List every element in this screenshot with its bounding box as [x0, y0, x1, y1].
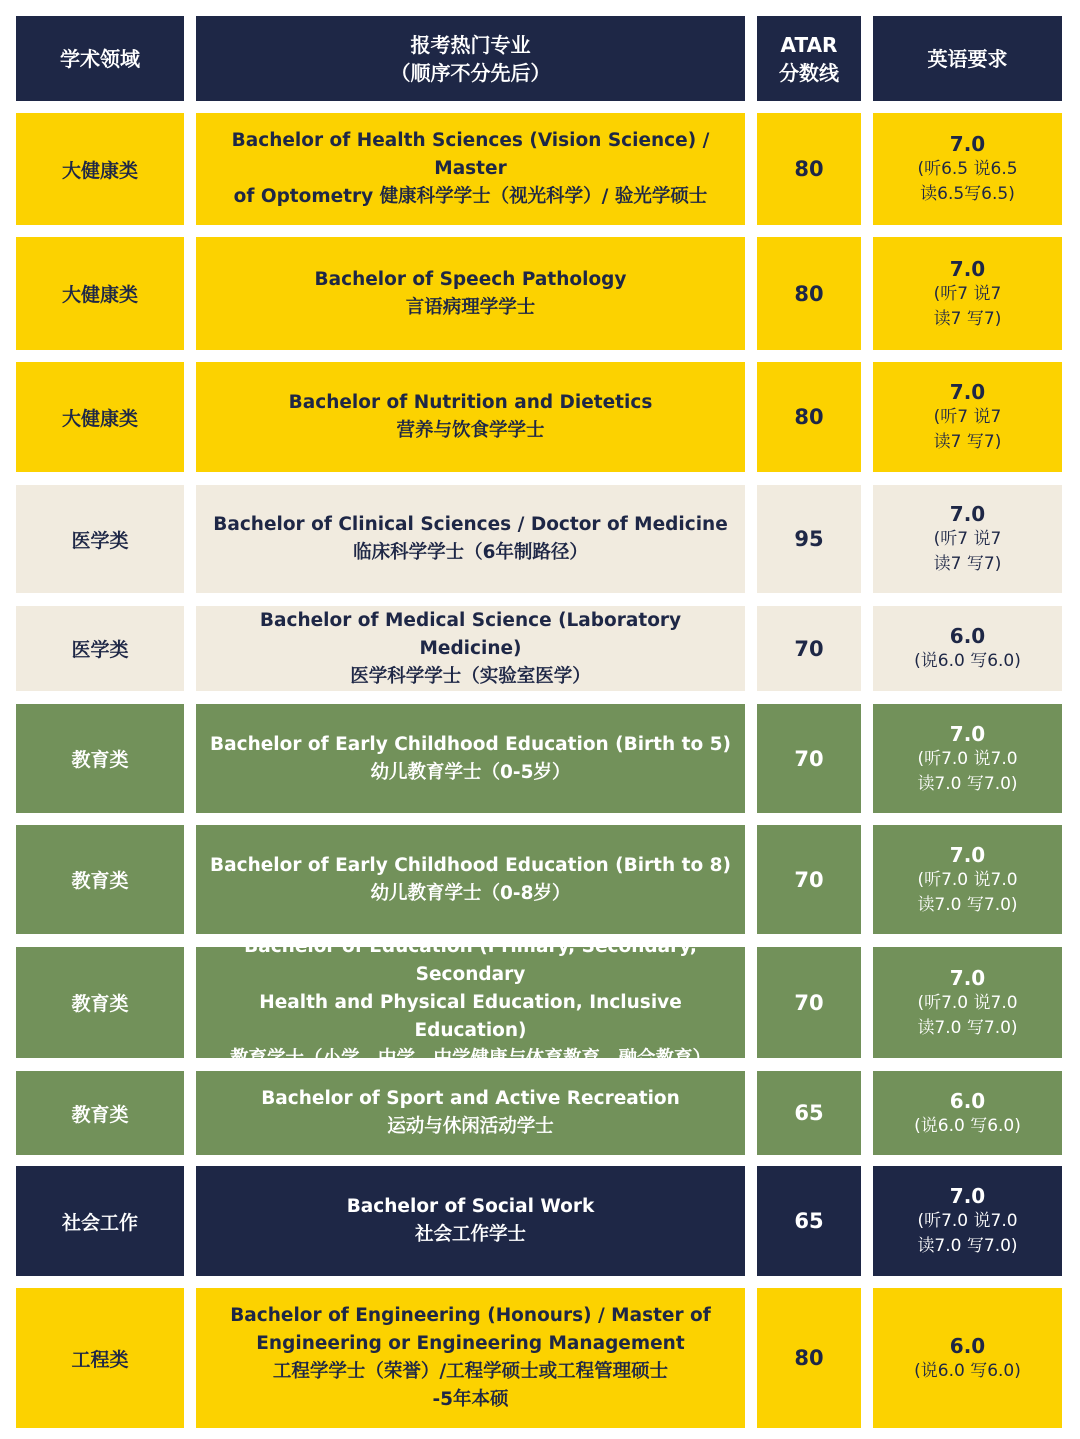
- category-cell: [16, 1288, 184, 1428]
- english-score: 7.0: [949, 721, 986, 746]
- english-subscores: (听7 说7: [933, 529, 1002, 549]
- category-label: 社会工作: [61, 1211, 138, 1234]
- english-cell: [873, 237, 1062, 350]
- atar-cell: [757, 1288, 861, 1428]
- header-cell-field: [16, 16, 184, 101]
- english-subscores: (听6.5 说6.5: [917, 159, 1018, 179]
- english-cell: [873, 1166, 1062, 1276]
- header-program-note: （顺序不分先后）: [390, 60, 551, 85]
- category-label: 医学类: [71, 529, 129, 552]
- english-cell: [873, 947, 1062, 1058]
- category-cell: [16, 485, 184, 593]
- atar-value: 70: [794, 636, 824, 661]
- english-score: 6.0: [949, 1333, 986, 1358]
- english-subscores: (听7 说7: [933, 407, 1002, 427]
- program-line: 幼儿教育学士（0-8岁）: [370, 882, 571, 904]
- english-score: 7.0: [949, 842, 986, 867]
- atar-cell: [757, 947, 861, 1058]
- english-cell: [873, 1071, 1062, 1155]
- program-line: Bachelor of Medical Science (Laboratory Medicine): [259, 609, 682, 659]
- category-label: 工程类: [71, 1348, 129, 1371]
- program-cell: [196, 1166, 745, 1276]
- header-field-label: 学术领域: [60, 46, 140, 71]
- atar-value: 70: [794, 867, 824, 892]
- atar-value: 80: [794, 157, 824, 181]
- category-cell: [16, 825, 184, 934]
- english-subscores: 读7.0 写7.0): [917, 1236, 1018, 1256]
- category-cell: [16, 1166, 184, 1276]
- program-line: Bachelor of Early Childhood Education (Birth to 5): [210, 733, 731, 755]
- program-line: Bachelor of Nutrition and Dietetics: [288, 392, 653, 413]
- category-label: 医学类: [71, 639, 129, 661]
- program-line: Bachelor of Sport and Active Recreation: [261, 1088, 680, 1109]
- header-cell-program: [196, 16, 745, 101]
- program-line: Bachelor of Education (Primary, Secondary, Secondary: [244, 935, 697, 985]
- program-cell: [196, 237, 745, 350]
- atar-value: 80: [794, 281, 824, 306]
- english-cell: [873, 825, 1062, 934]
- header-cell-english: [873, 16, 1062, 101]
- atar-value: 65: [794, 1209, 824, 1233]
- category-label: 大健康类: [61, 407, 138, 430]
- atar-value: 80: [794, 1346, 824, 1370]
- category-cell: [16, 606, 184, 691]
- english-subscores: 读7.0 写7.0): [917, 1017, 1018, 1038]
- category-label: 教育类: [71, 1103, 129, 1126]
- category-label: 教育类: [71, 993, 129, 1015]
- atar-value: 70: [794, 990, 824, 1015]
- program-cell: [196, 1071, 745, 1155]
- category-cell: [16, 704, 184, 813]
- atar-cell: [757, 237, 861, 350]
- atar-cell: [757, 1166, 861, 1276]
- program-line: Engineering or Engineering Management: [256, 1333, 685, 1354]
- program-line: 教育学士（小学、中学、中学健康与体育教育、融合教育）: [229, 1047, 711, 1069]
- atar-cell: [757, 113, 861, 225]
- program-line: 临床科学学士（6年制路径）: [353, 542, 588, 563]
- category-cell: [16, 237, 184, 350]
- atar-value: 65: [794, 1101, 824, 1125]
- program-line: 社会工作学士: [414, 1224, 526, 1245]
- category-cell: [16, 362, 184, 472]
- program-cell: [196, 1288, 745, 1428]
- atar-cell: [757, 1071, 861, 1155]
- program-line: 幼儿教育学士（0-5岁）: [370, 761, 571, 783]
- english-subscores: (听7.0 说7.0: [917, 748, 1018, 769]
- program-line: 医学科学学士（实验室医学）: [350, 665, 591, 687]
- english-subscores: (听7.0 说7.0: [917, 992, 1018, 1013]
- english-subscores: 读7.0 写7.0): [917, 773, 1018, 794]
- program-line: Bachelor of Engineering (Honours) / Master of: [230, 1305, 711, 1326]
- english-cell: [873, 606, 1062, 691]
- english-subscores: (说6.0 写6.0): [914, 1360, 1021, 1381]
- english-cell: [873, 1288, 1062, 1428]
- program-line: 工程学学士（荣誉）/工程学硕士或工程管理硕士: [272, 1361, 669, 1382]
- atar-cell: [757, 704, 861, 813]
- english-score: 6.0: [949, 624, 986, 648]
- english-subscores: (说6.0 写6.0): [914, 1115, 1021, 1136]
- program-line: Health and Physical Education, Inclusive Education): [259, 991, 682, 1041]
- english-score: 7.0: [949, 256, 986, 281]
- english-subscores: (听7 说7: [933, 283, 1002, 304]
- english-score: 7.0: [949, 965, 986, 990]
- program-cell: [196, 606, 745, 691]
- atar-cell: [757, 606, 861, 691]
- program-line: Bachelor of Speech Pathology: [314, 268, 627, 290]
- english-subscores: 读7 写7): [933, 554, 1002, 574]
- program-line: Bachelor of Early Childhood Education (Birth to 8): [210, 854, 731, 876]
- header-atar-sub: 分数线: [779, 60, 839, 85]
- program-cell: [196, 485, 745, 593]
- program-line: 运动与休闲活动学士: [387, 1116, 554, 1137]
- program-line: Bachelor of Clinical Sciences / Doctor of Medicine: [213, 514, 728, 535]
- category-cell: [16, 1071, 184, 1155]
- english-subscores: 读7 写7): [933, 308, 1002, 329]
- english-cell: [873, 362, 1062, 472]
- english-subscores: 读7 写7): [933, 432, 1002, 452]
- program-cell: [196, 935, 745, 1069]
- english-score: 6.0: [949, 1088, 986, 1113]
- category-label: 大健康类: [61, 284, 138, 306]
- category-cell: [16, 113, 184, 225]
- program-cell: [196, 362, 745, 472]
- english-score: 7.0: [949, 380, 986, 404]
- atar-cell: [757, 485, 861, 593]
- category-cell: [16, 947, 184, 1058]
- english-cell: [873, 704, 1062, 813]
- header-cell-atar: [757, 16, 861, 101]
- atar-cell: [757, 825, 861, 934]
- header-atar-label: ATAR: [780, 32, 838, 57]
- english-score: 7.0: [949, 502, 986, 526]
- atar-value: 80: [794, 405, 824, 429]
- english-subscores: (听7.0 说7.0: [917, 1211, 1018, 1231]
- program-line: of Optometry 健康科学学士（视光科学）/ 验光学硕士: [233, 186, 708, 207]
- program-cell: [196, 704, 745, 813]
- program-cell: [196, 825, 745, 934]
- english-subscores: (说6.0 写6.0): [914, 651, 1021, 671]
- english-subscores: (听7.0 说7.0: [917, 869, 1018, 890]
- program-line: Bachelor of Social Work: [346, 1196, 595, 1217]
- atar-value: 70: [794, 746, 824, 771]
- header-english-label: 英语要求: [927, 46, 1008, 71]
- category-label: 教育类: [71, 749, 129, 771]
- english-score: 7.0: [949, 1184, 986, 1208]
- program-line: -5年本硕: [432, 1389, 509, 1410]
- program-line: 营养与饮食学学士: [396, 420, 545, 441]
- atar-value: 95: [794, 527, 824, 551]
- program-cell: [196, 113, 745, 225]
- program-line: 言语病理学学士: [405, 296, 536, 318]
- english-cell: [873, 113, 1062, 225]
- english-cell: [873, 485, 1062, 593]
- english-subscores: 读7.0 写7.0): [917, 894, 1018, 915]
- category-label: 教育类: [71, 870, 129, 892]
- english-score: 7.0: [949, 132, 986, 156]
- header-program-label: 报考热门专业: [410, 32, 531, 57]
- atar-cell: [757, 362, 861, 472]
- category-label: 大健康类: [61, 159, 138, 182]
- program-line: Bachelor of Health Sciences (Vision Science) / Master: [231, 130, 710, 179]
- english-subscores: 读6.5写6.5): [920, 184, 1015, 204]
